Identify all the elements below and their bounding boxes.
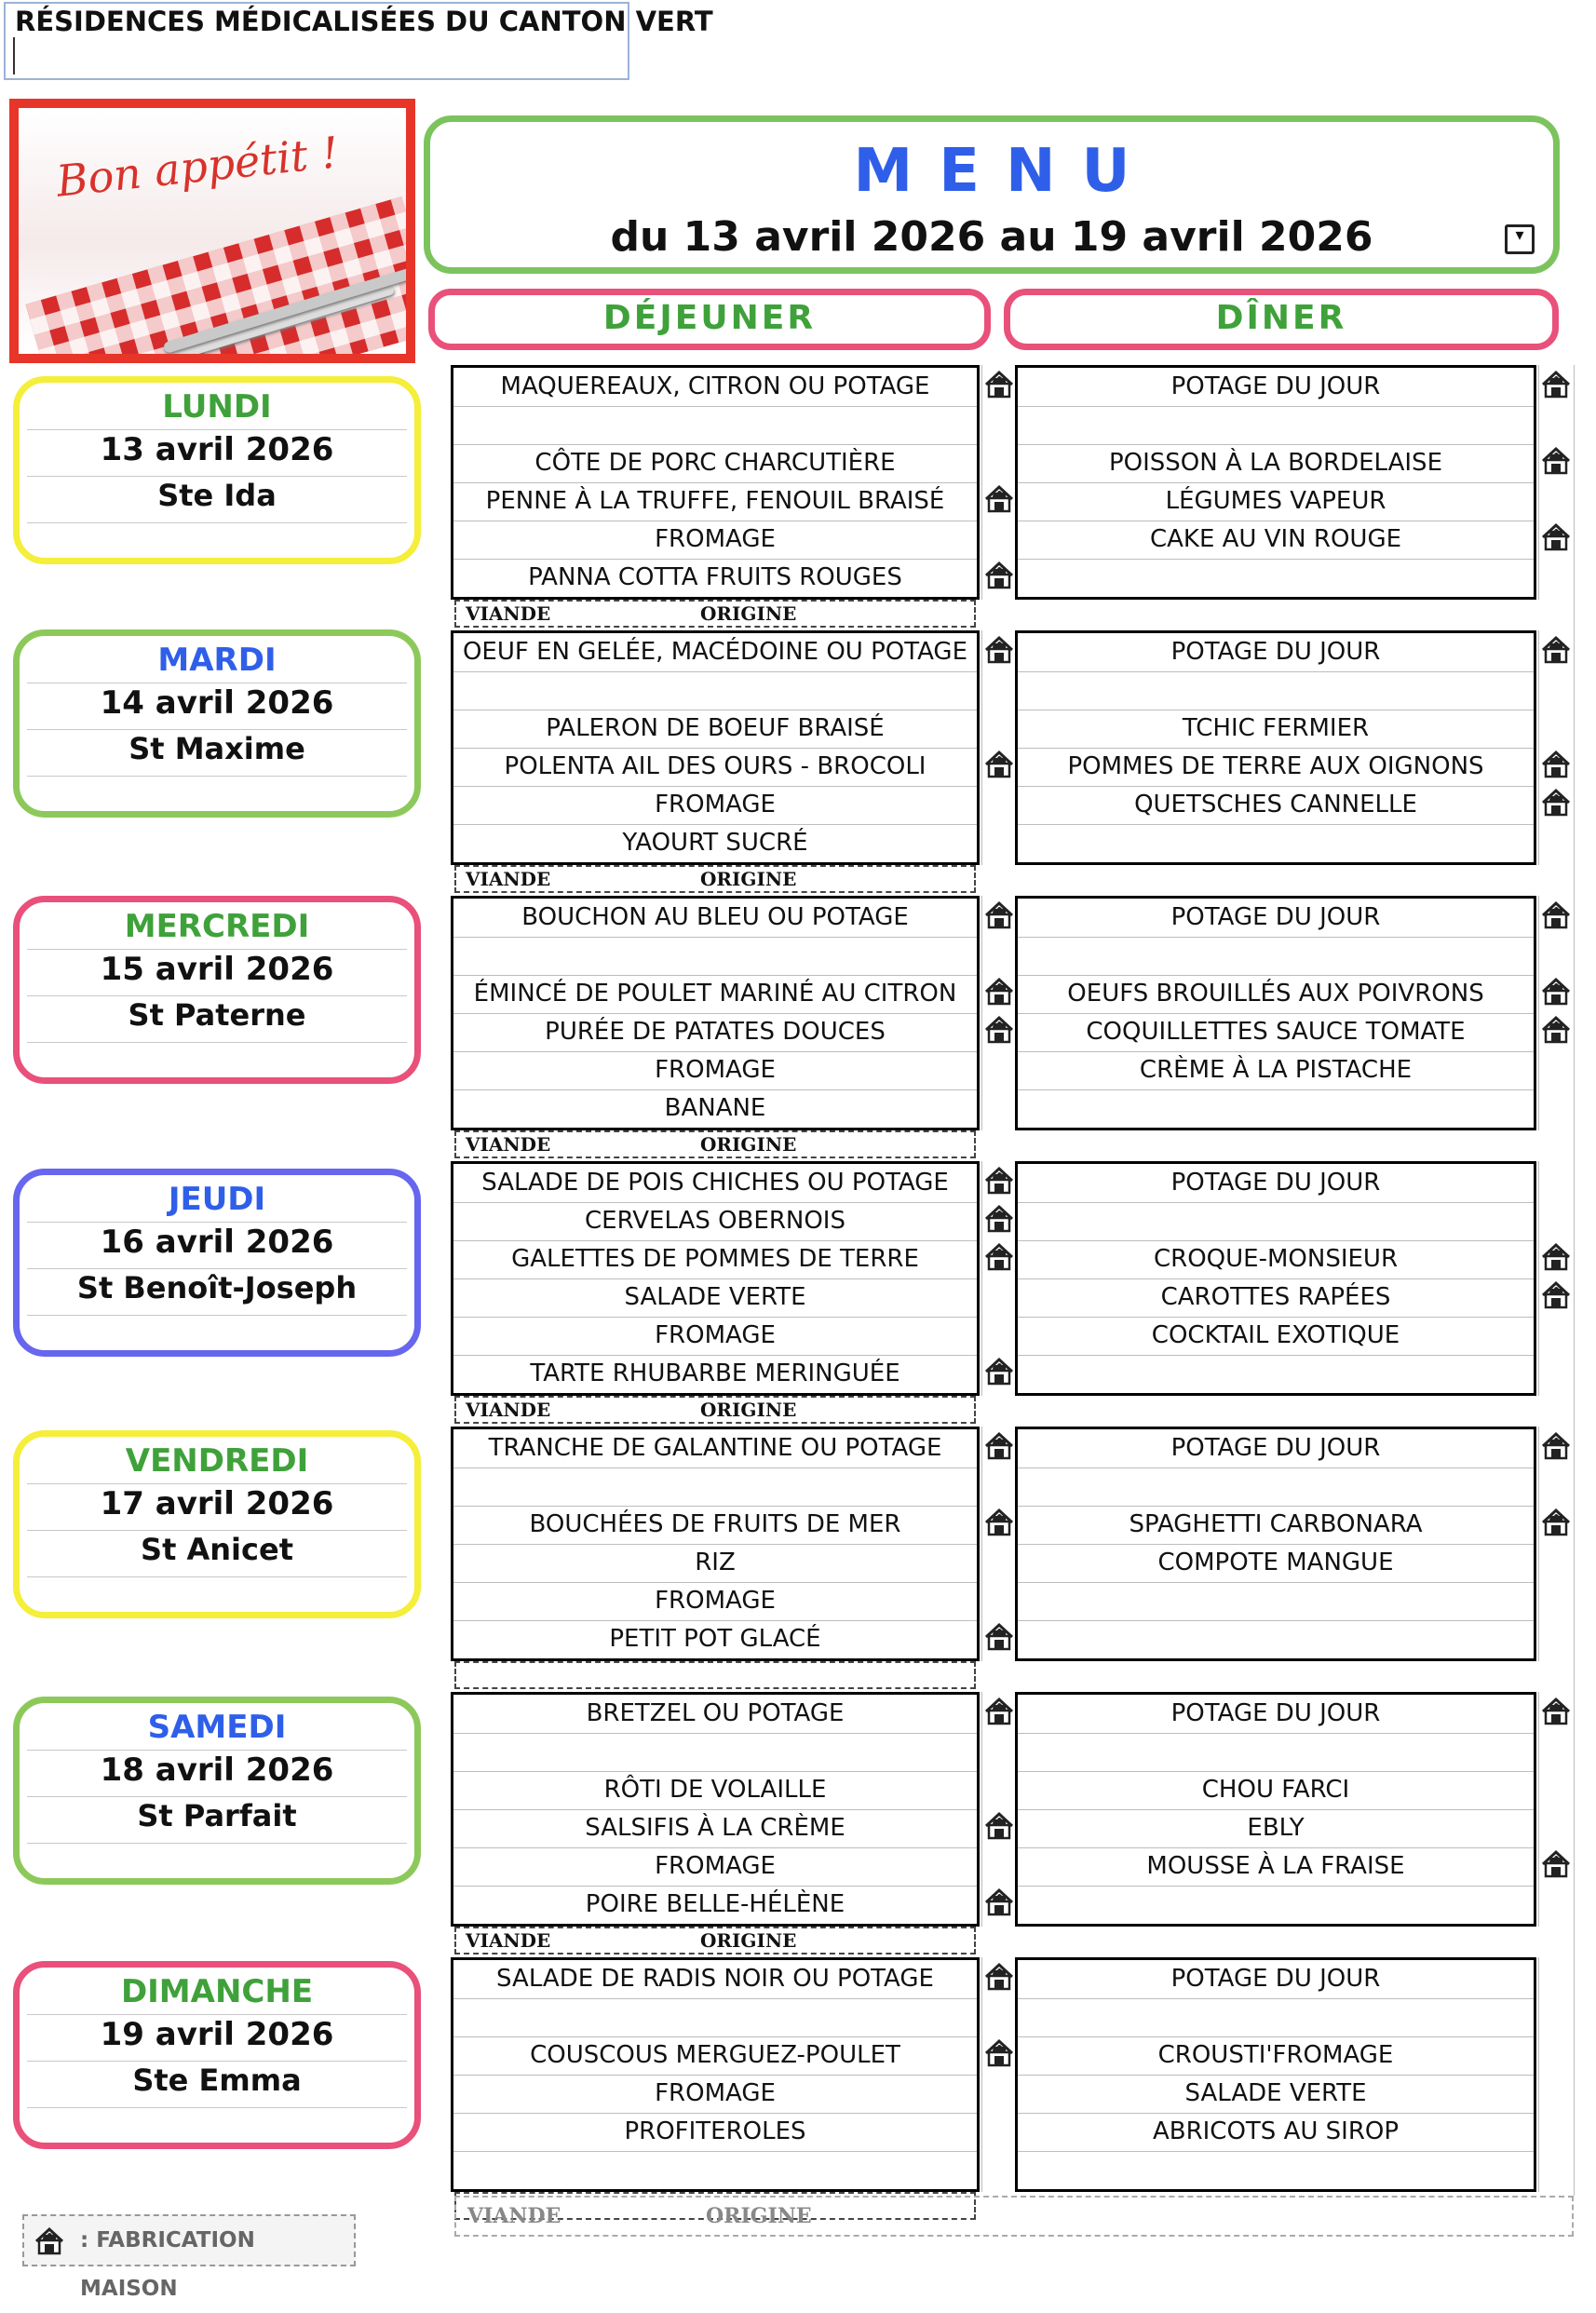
dinner-header: DÎNER bbox=[1004, 289, 1559, 350]
bon-appetit-image bbox=[9, 99, 415, 363]
dinner-menu-item: MOUSSE À LA FRAISE bbox=[1018, 1847, 1534, 1887]
dinner-menu-item: POTAGE DU JOUR bbox=[1018, 633, 1534, 672]
lunch-block bbox=[451, 1161, 980, 1396]
day-name: DIMANCHE bbox=[120, 1973, 314, 2010]
meat-origin-row bbox=[454, 1927, 976, 1955]
homemade-icon bbox=[983, 976, 1015, 1008]
dinner-menu-item: EBLY bbox=[1018, 1809, 1534, 1848]
homemade-icon bbox=[1540, 521, 1572, 553]
lunch-menu-item: SALSIFIS À LA CRÈME bbox=[453, 1809, 977, 1848]
divider bbox=[27, 522, 407, 523]
origine-label: ORIGINE bbox=[700, 1399, 797, 1421]
dinner-block bbox=[1015, 630, 1536, 865]
dinner-menu-item: POTAGE DU JOUR bbox=[1018, 1695, 1534, 1734]
dinner-block bbox=[1015, 1692, 1536, 1927]
dinner-menu-item: POTAGE DU JOUR bbox=[1018, 368, 1534, 407]
lunch-menu-item: BRETZEL OU POTAGE bbox=[453, 1695, 977, 1734]
day-name: JEUDI bbox=[168, 1181, 266, 1218]
lunch-menu-item: CÔTE DE PORC CHARCUTIÈRE bbox=[453, 444, 977, 483]
dinner-menu-item: POTAGE DU JOUR bbox=[1018, 1960, 1534, 1999]
lunch-menu-item: BOUCHÉES DE FRUITS DE MER bbox=[453, 1506, 977, 1545]
dinner-menu-item bbox=[1018, 1202, 1534, 1241]
divider bbox=[27, 1750, 407, 1751]
lunch-menu-item: FROMAGE bbox=[453, 1317, 977, 1356]
divider bbox=[27, 429, 407, 430]
dinner-menu-item: SPAGHETTI CARBONARA bbox=[1018, 1506, 1534, 1545]
saint-name: St Paterne bbox=[128, 997, 306, 1033]
lunch-menu-item: SALADE DE RADIS NOIR OU POTAGE bbox=[453, 1960, 977, 1999]
day-card-lundi bbox=[13, 376, 421, 564]
day-name: LUNDI bbox=[162, 388, 272, 426]
legend bbox=[22, 2214, 356, 2301]
lunch-menu-item: FROMAGE bbox=[453, 1847, 977, 1887]
divider bbox=[27, 1222, 407, 1223]
lunch-menu-item: OEUF EN GELÉE, MACÉDOINE OU POTAGE bbox=[453, 633, 977, 672]
dinner-menu-item: POMMES DE TERRE AUX OIGNONS bbox=[1018, 748, 1534, 787]
dinner-menu-item bbox=[1018, 1089, 1534, 1128]
menu-header bbox=[424, 115, 1560, 274]
lunch-menu-item: CERVELAS OBERNOIS bbox=[453, 1202, 977, 1241]
icon-column bbox=[1538, 1161, 1572, 1396]
dinner-menu-item bbox=[1018, 406, 1534, 445]
day-date: 16 avril 2026 bbox=[100, 1224, 334, 1261]
dinner-menu-item: POTAGE DU JOUR bbox=[1018, 1429, 1534, 1468]
saint-name: St Parfait bbox=[137, 1798, 297, 1833]
dinner-menu-item bbox=[1018, 671, 1534, 710]
lunch-menu-item: PANNA COTTA FRUITS ROUGES bbox=[528, 563, 902, 591]
dinner-menu-item bbox=[1018, 1886, 1534, 1924]
divider bbox=[27, 1483, 407, 1484]
lunch-menu-item: PALERON DE BOEUF BRAISÉ bbox=[453, 710, 977, 749]
organization-name-field[interactable] bbox=[4, 2, 713, 80]
origine-label: ORIGINE bbox=[700, 1929, 797, 1952]
text-cursor bbox=[13, 37, 15, 74]
lunch-menu-item bbox=[453, 2151, 977, 2189]
divider bbox=[27, 1843, 407, 1844]
dinner-menu-item bbox=[1018, 937, 1534, 976]
day-card-mercredi bbox=[13, 896, 421, 1084]
dinner-block bbox=[1015, 1427, 1536, 1661]
homemade-icon bbox=[1540, 1848, 1572, 1880]
homemade-icon bbox=[983, 634, 1015, 666]
homemade-icon bbox=[983, 1961, 1015, 1993]
homemade-icon bbox=[983, 2037, 1015, 2069]
lunch-menu-item bbox=[453, 1998, 977, 2037]
day-card-samedi bbox=[13, 1697, 421, 1885]
dinner-menu-item: OEUFS BROUILLÉS AUX POIVRONS bbox=[1018, 975, 1534, 1014]
lunch-menu-item: RÔTI DE VOLAILLE bbox=[453, 1771, 977, 1810]
lunch-menu-item: TRANCHE DE GALANTINE OU POTAGE bbox=[453, 1429, 977, 1468]
dinner-menu-item: QUETSCHES CANNELLE bbox=[1018, 786, 1534, 825]
homemade-icon bbox=[983, 1621, 1015, 1653]
lunch-menu-item: PENNE À LA TRUFFE, FENOUIL BRAISÉ bbox=[453, 482, 977, 521]
day-date: 19 avril 2026 bbox=[100, 2016, 334, 2053]
homemade-icon bbox=[983, 1887, 1015, 1918]
grid-line bbox=[1574, 365, 1575, 2196]
meat-origin-row bbox=[454, 1396, 976, 1424]
dinner-block bbox=[1015, 896, 1536, 1130]
lunch-menu-item: ÉMINCÉ DE POULET MARINÉ AU CITRON bbox=[453, 975, 977, 1014]
dinner-menu-item: ABRICOTS AU SIROP bbox=[1018, 2113, 1534, 2152]
homemade-icon bbox=[1540, 634, 1572, 666]
dinner-menu-item bbox=[1018, 1468, 1534, 1507]
lunch-menu-item: PROFITEROLES bbox=[453, 2113, 977, 2152]
lunch-menu-item: TARTE RHUBARBE MERINGUÉE bbox=[530, 1359, 900, 1387]
dropdown-icon[interactable]: ▾ bbox=[1505, 224, 1535, 254]
lunch-menu-item: SALADE VERTE bbox=[453, 1278, 977, 1318]
lunch-menu-item bbox=[453, 671, 977, 710]
organization-name: RÉSIDENCES MÉDICALISÉES DU CANTON VERT bbox=[15, 6, 713, 37]
dinner-menu-item bbox=[1018, 1620, 1534, 1658]
day-name: VENDREDI bbox=[125, 1442, 309, 1480]
dinner-menu-item: CROUSTI'FROMAGE bbox=[1018, 2036, 1534, 2076]
dinner-menu-item: POTAGE DU JOUR bbox=[1018, 899, 1534, 938]
homemade-icon bbox=[983, 1241, 1015, 1273]
dinner-menu-item bbox=[1018, 1582, 1534, 1621]
lunch-menu-item: RIZ bbox=[453, 1544, 977, 1583]
dinner-menu-item: TCHIC FERMIER bbox=[1018, 710, 1534, 749]
divider bbox=[27, 995, 407, 996]
day-date: 14 avril 2026 bbox=[100, 684, 334, 722]
logo-text: Bon appétit ! bbox=[54, 127, 342, 207]
homemade-icon bbox=[983, 1203, 1015, 1235]
day-card-jeudi bbox=[13, 1169, 421, 1357]
homemade-icon bbox=[1540, 900, 1572, 931]
dinner-menu-item bbox=[1018, 1355, 1534, 1393]
viande-label: VIANDE bbox=[466, 1399, 551, 1421]
viande-label: VIANDE bbox=[466, 1133, 551, 1156]
lunch-block bbox=[451, 896, 980, 1130]
lunch-block bbox=[451, 1427, 980, 1661]
homemade-icon bbox=[1540, 1014, 1572, 1046]
viande-label: VIANDE bbox=[466, 868, 551, 890]
divider bbox=[27, 1042, 407, 1043]
saint-name: St Benoît-Joseph bbox=[76, 1270, 358, 1305]
homemade-icon bbox=[983, 900, 1015, 931]
divider bbox=[27, 2014, 407, 2015]
lunch-menu-item: FROMAGE bbox=[453, 521, 977, 560]
dinner-menu-item: CROQUE-MONSIEUR bbox=[1018, 1240, 1534, 1279]
dinner-block bbox=[1015, 1957, 1536, 2192]
dinner-menu-item: CRÈME À LA PISTACHE bbox=[1018, 1051, 1534, 1090]
divider bbox=[27, 2061, 407, 2062]
origine-label: ORIGINE bbox=[700, 868, 797, 890]
homemade-icon bbox=[983, 1507, 1015, 1538]
homemade-icon bbox=[983, 1430, 1015, 1462]
dinner-menu-item bbox=[1018, 824, 1534, 862]
lunch-block bbox=[451, 365, 980, 600]
meat-origin-footer bbox=[454, 2196, 1574, 2237]
legend-label: : FABRICATION MAISON bbox=[80, 2228, 255, 2301]
lunch-menu-item: COUSCOUS MERGUEZ-POULET bbox=[453, 2036, 977, 2076]
lunch-menu-item: FROMAGE bbox=[453, 2075, 977, 2114]
divider bbox=[27, 776, 407, 777]
meat-origin-row bbox=[454, 1130, 976, 1158]
dinner-block bbox=[1015, 1161, 1536, 1396]
saint-name: Ste Emma bbox=[132, 2063, 302, 2098]
homemade-icon bbox=[1540, 1279, 1572, 1311]
homemade-icon bbox=[1540, 1241, 1572, 1273]
divider bbox=[27, 1530, 407, 1531]
homemade-icon bbox=[983, 1356, 1015, 1387]
dinner-menu-item: LÉGUMES VAPEUR bbox=[1018, 482, 1534, 521]
lunch-menu-item: BOUCHON AU BLEU OU POTAGE bbox=[453, 899, 977, 938]
divider bbox=[27, 476, 407, 477]
origine-label: ORIGINE bbox=[700, 602, 797, 625]
dinner-menu-item: CAROTTES RAPÉES bbox=[1018, 1278, 1534, 1318]
day-date: 13 avril 2026 bbox=[100, 431, 334, 468]
meat-origin-row bbox=[454, 600, 976, 628]
lunch-menu-item: YAOURT SUCRÉ bbox=[622, 829, 808, 857]
divider bbox=[27, 1268, 407, 1269]
dinner-menu-item: CAKE AU VIN ROUGE bbox=[1018, 521, 1534, 560]
dinner-menu-item: POISSON À LA BORDELAISE bbox=[1018, 444, 1534, 483]
day-name: SAMEDI bbox=[147, 1709, 287, 1746]
lunch-menu-item bbox=[453, 1733, 977, 1772]
homemade-icon bbox=[1540, 787, 1572, 818]
dinner-menu-item: COMPOTE MANGUE bbox=[1018, 1544, 1534, 1583]
homemade-icon bbox=[983, 1696, 1015, 1727]
dinner-menu-item: COCKTAIL EXOTIQUE bbox=[1018, 1317, 1534, 1356]
day-card-vendredi bbox=[13, 1430, 421, 1618]
lunch-menu-item: PURÉE DE PATATES DOUCES bbox=[453, 1013, 977, 1052]
lunch-menu-item: FROMAGE bbox=[453, 786, 977, 825]
day-card-dimanche bbox=[13, 1961, 421, 2149]
homemade-icon bbox=[34, 2225, 65, 2257]
dinner-menu-item bbox=[1018, 559, 1534, 597]
dinner-menu-item bbox=[1018, 1998, 1534, 2037]
homemade-icon bbox=[983, 369, 1015, 400]
homemade-icon bbox=[1540, 749, 1572, 780]
lunch-menu-item: PETIT POT GLACÉ bbox=[609, 1625, 821, 1653]
day-name: MARDI bbox=[157, 642, 277, 679]
lunch-menu-item bbox=[453, 937, 977, 976]
homemade-icon bbox=[983, 1014, 1015, 1046]
homemade-icon bbox=[1540, 445, 1572, 477]
divider bbox=[27, 949, 407, 950]
lunch-menu-item bbox=[453, 1468, 977, 1507]
meat-origin-row bbox=[454, 1661, 976, 1689]
dinner-menu-item: COQUILLETTES SAUCE TOMATE bbox=[1018, 1013, 1534, 1052]
dinner-menu-item: CHOU FARCI bbox=[1018, 1771, 1534, 1810]
lunch-menu-item: FROMAGE bbox=[453, 1051, 977, 1090]
lunch-menu-item: FROMAGE bbox=[453, 1582, 977, 1621]
lunch-menu-item: SALADE DE POIS CHICHES OU POTAGE bbox=[453, 1164, 977, 1203]
icon-column bbox=[1538, 1957, 1572, 2192]
origine-label: ORIGINE bbox=[706, 2204, 812, 2228]
homemade-icon bbox=[983, 1810, 1015, 1842]
lunch-menu-item: GALETTES DE POMMES DE TERRE bbox=[453, 1240, 977, 1279]
day-card-mardi bbox=[13, 629, 421, 818]
lunch-menu-item bbox=[453, 406, 977, 445]
dinner-menu-item: SALADE VERTE bbox=[1018, 2075, 1534, 2114]
saint-name: St Anicet bbox=[141, 1532, 293, 1567]
homemade-icon bbox=[1540, 1430, 1572, 1462]
lunch-block bbox=[451, 1957, 980, 2192]
homemade-icon bbox=[1540, 1696, 1572, 1727]
homemade-icon bbox=[1540, 1507, 1572, 1538]
saint-name: St Maxime bbox=[128, 731, 305, 766]
homemade-icon bbox=[983, 1165, 1015, 1197]
day-date: 15 avril 2026 bbox=[100, 951, 334, 988]
viande-label: VIANDE bbox=[466, 602, 551, 625]
dinner-block bbox=[1015, 365, 1536, 600]
day-date: 17 avril 2026 bbox=[100, 1485, 334, 1522]
dinner-menu-item: POTAGE DU JOUR bbox=[1018, 1164, 1534, 1203]
divider bbox=[27, 2107, 407, 2108]
homemade-icon bbox=[1540, 976, 1572, 1008]
divider bbox=[27, 1315, 407, 1316]
divider bbox=[27, 729, 407, 730]
viande-label: VIANDE bbox=[467, 2204, 561, 2228]
lunch-block bbox=[451, 630, 980, 865]
homemade-icon bbox=[1540, 369, 1572, 400]
lunch-menu-item: POIRE BELLE-HÉLÈNE bbox=[585, 1890, 845, 1918]
divider bbox=[27, 1796, 407, 1797]
dinner-menu-item bbox=[1018, 1733, 1534, 1772]
homemade-icon bbox=[983, 749, 1015, 780]
lunch-menu-item: MAQUEREAUX, CITRON OU POTAGE bbox=[453, 368, 977, 407]
lunch-block bbox=[451, 1692, 980, 1927]
homemade-icon bbox=[983, 560, 1015, 591]
lunch-menu-item: BANANE bbox=[664, 1094, 766, 1122]
menu-title: MENU bbox=[853, 137, 1156, 206]
day-name: MERCREDI bbox=[124, 908, 310, 945]
dinner-menu-item bbox=[1018, 2151, 1534, 2189]
day-date: 18 avril 2026 bbox=[100, 1752, 334, 1789]
origine-label: ORIGINE bbox=[700, 1133, 797, 1156]
viande-label: VIANDE bbox=[466, 1929, 551, 1952]
lunch-menu-item: POLENTA AIL DES OURS - BROCOLI bbox=[453, 748, 977, 787]
saint-name: Ste Ida bbox=[157, 478, 277, 513]
lunch-header: DÉJEUNER bbox=[428, 289, 991, 350]
menu-dates: du 13 avril 2026 au 19 avril 2026 bbox=[610, 213, 1373, 261]
divider bbox=[27, 1576, 407, 1577]
homemade-icon bbox=[983, 483, 1015, 515]
meat-origin-row bbox=[454, 865, 976, 893]
